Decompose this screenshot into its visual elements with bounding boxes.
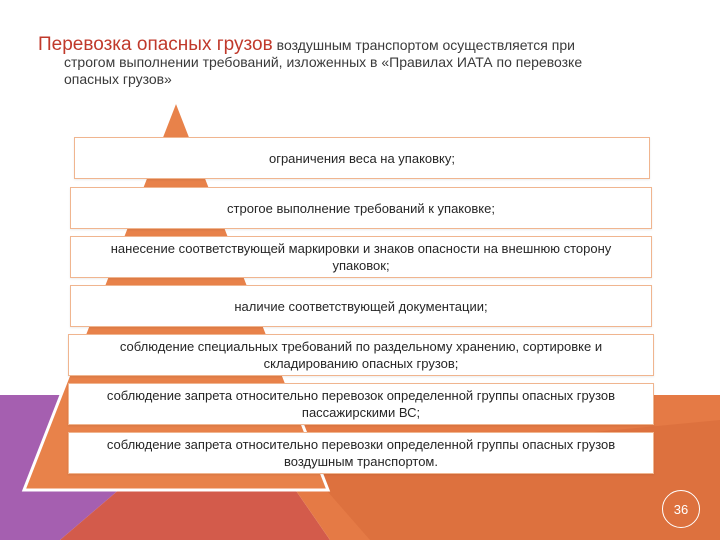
- slide-title: [38, 36, 688, 88]
- title-line2: строгом выполнении требований, изложенных в «Правилах ИАТА по перевозке: [64, 54, 583, 70]
- requirement-item-6: соблюдение запрета относительно перевозок определенной группы опасных грузов пассажирскими ВС;: [68, 383, 654, 425]
- requirement-item-3: нанесение соответствующей маркировки и знаков опасности на внешнюю сторону упаковок;: [70, 236, 652, 278]
- requirement-item-7: соблюдение запрета относительно перевозки определенной группы опасных грузов воздушным транспортом.: [68, 432, 654, 474]
- requirement-item-2: строгое выполнение требований к упаковке;: [70, 187, 652, 229]
- page-number: 36: [662, 490, 700, 528]
- requirement-item-4: наличие соответствующей документации;: [70, 285, 652, 327]
- title-line1-rest: воздушным транспортом осуществляется при: [276, 37, 575, 53]
- requirement-item-1: ограничения веса на упаковку;: [74, 137, 650, 179]
- title-line3: опасных грузов»: [64, 71, 172, 87]
- requirement-item-5: соблюдение специальных требований по раздельному хранению, сортировке и складированию опасных грузов;: [68, 334, 654, 376]
- title-highlight: Перевозка опасных грузов: [38, 34, 273, 55]
